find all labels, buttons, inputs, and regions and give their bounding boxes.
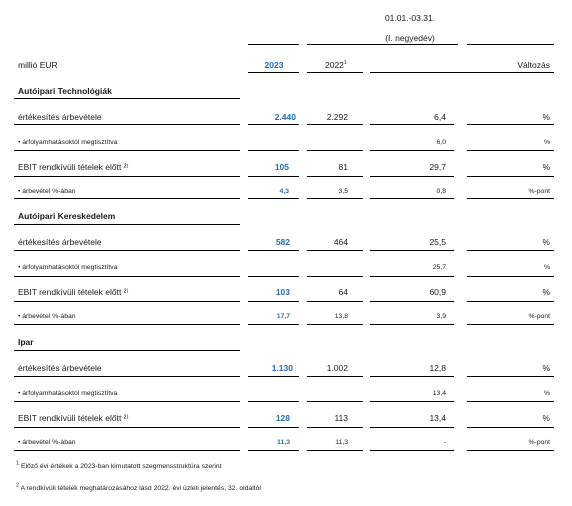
row-rule: [307, 250, 363, 251]
row-rule: [14, 376, 240, 377]
change-value: 25,7: [432, 264, 446, 271]
row-rule: [14, 276, 240, 277]
footnote-1: $^1$ Előző évi értékek a 2023-ban kimutatott szegmensstruktúra szerint: [16, 460, 222, 470]
change-unit: %: [542, 363, 550, 373]
row-rule: [467, 176, 554, 177]
row-rule: [248, 450, 299, 451]
col-change-header: Változás: [517, 60, 550, 70]
change-unit: %: [542, 112, 550, 122]
change-value: 13,4: [432, 390, 446, 397]
row-rule: [14, 250, 240, 251]
value-2023: 128: [275, 413, 290, 423]
row-rule: [467, 198, 554, 199]
row-rule: [248, 150, 299, 151]
change-unit: %-pont: [528, 439, 550, 446]
value-2022: 1.002: [326, 363, 348, 373]
header-rule: [307, 72, 363, 73]
change-value: 3,9: [436, 313, 446, 320]
change-value: 60,9: [429, 287, 446, 297]
row-rule: [307, 427, 363, 428]
row-rule: [307, 150, 363, 151]
row-rule: [248, 250, 299, 251]
change-value: 0,8: [436, 188, 446, 195]
row-rule: [248, 324, 299, 325]
row-label: • árbevétel %-ában: [18, 439, 76, 446]
row-rule: [14, 176, 240, 177]
value-2022: 11,3: [335, 439, 348, 446]
row-rule: [14, 124, 240, 125]
change-value: -: [443, 439, 446, 446]
row-label: • árfolyamhatásoktól megtisztítva: [18, 264, 118, 271]
change-unit: %-pont: [528, 188, 550, 195]
change-unit: %: [543, 139, 550, 146]
section-rule: [14, 224, 240, 225]
row-rule: [467, 250, 554, 251]
header-rule: [370, 72, 554, 73]
row-rule: [14, 198, 240, 199]
header-rule: [307, 44, 458, 45]
section-rule: [14, 98, 240, 99]
value-2022: 113: [334, 413, 348, 423]
value-2022: 13,8: [334, 313, 348, 320]
row-label: értékesítés árbevétele: [18, 112, 102, 122]
row-rule: [467, 324, 554, 325]
change-value: 25,5: [429, 237, 446, 247]
row-rule: [248, 376, 299, 377]
row-rule: [248, 198, 299, 199]
change-unit: %-pont: [528, 313, 550, 320]
row-rule: [307, 198, 363, 199]
row-label: EBIT rendkívüli tételek előtt ²⁾: [18, 162, 129, 172]
row-label: • árbevétel %-ában: [18, 188, 76, 195]
row-rule: [467, 276, 554, 277]
row-rule: [14, 401, 240, 402]
section-title: Autóipari Technológiák: [18, 86, 112, 96]
row-rule: [370, 450, 454, 451]
row-rule: [14, 150, 240, 151]
footnote-2: $^2$ A rendkívüli tételek meghatározásához lásd 2022. évi üzleti jelentés, 32. oldaltól: [16, 482, 261, 492]
row-rule: [248, 401, 299, 402]
row-label: értékesítés árbevétele: [18, 237, 102, 247]
quarter-label: (I. negyedév): [385, 33, 435, 43]
value-2023: 105: [274, 162, 289, 172]
value-2022: 81: [338, 162, 348, 172]
row-rule: [370, 198, 454, 199]
change-value: 12,8: [429, 363, 446, 373]
row-rule: [467, 301, 554, 302]
value-2023: 2.440: [274, 112, 296, 122]
period-label: 01.01.-03.31.: [384, 13, 436, 23]
row-label: EBIT rendkívüli tételek előtt ²⁾: [18, 287, 129, 297]
col-2023-header: 2023: [264, 60, 284, 70]
change-unit: %: [542, 237, 550, 247]
row-rule: [370, 150, 454, 151]
change-unit: %: [542, 413, 550, 423]
row-rule: [248, 276, 299, 277]
row-rule: [307, 276, 363, 277]
change-value: 6,0: [436, 139, 446, 146]
row-rule: [370, 376, 454, 377]
section-title: Autóipari Kereskedelem: [18, 211, 116, 221]
row-rule: [467, 150, 554, 151]
value-2022: 3,5: [338, 188, 348, 195]
row-label: • árfolyamhatásoktól megtisztítva: [18, 390, 118, 397]
row-rule: [307, 324, 363, 325]
value-2023: 1.130: [271, 363, 293, 373]
change-value: 13,4: [429, 413, 446, 423]
row-rule: [248, 301, 299, 302]
row-rule: [307, 176, 363, 177]
col-2022-header: 2022$^1$: [325, 60, 347, 70]
row-rule: [14, 301, 240, 302]
row-rule: [248, 427, 299, 428]
row-rule: [14, 324, 240, 325]
value-2023: 11,3: [277, 439, 290, 446]
value-2023: 103: [275, 287, 290, 297]
value-2022: 64: [338, 287, 348, 297]
row-rule: [370, 276, 454, 277]
row-rule: [370, 124, 454, 125]
row-rule: [467, 427, 554, 428]
header-rule: [248, 72, 299, 73]
row-rule: [370, 427, 454, 428]
row-label: • árbevétel %-ában: [18, 313, 76, 320]
row-rule: [370, 401, 454, 402]
row-rule: [307, 124, 363, 125]
value-2023: 17,7: [276, 313, 290, 320]
value-2023: 582: [275, 237, 290, 247]
row-rule: [370, 176, 454, 177]
row-rule: [467, 450, 554, 451]
value-2022: 2.292: [326, 112, 348, 122]
row-rule: [307, 301, 363, 302]
section-title: Ipar: [18, 337, 34, 347]
row-rule: [307, 376, 363, 377]
row-rule: [14, 427, 240, 428]
row-rule: [307, 401, 363, 402]
row-label: értékesítés árbevétele: [18, 363, 102, 373]
row-rule: [467, 124, 554, 125]
value-2023: 4,3: [279, 188, 289, 195]
row-rule: [370, 301, 454, 302]
value-2022: 464: [333, 237, 348, 247]
row-rule: [14, 450, 240, 451]
change-value: 6,4: [434, 112, 446, 122]
row-rule: [370, 250, 454, 251]
row-rule: [248, 176, 299, 177]
header-rule: [467, 44, 554, 45]
change-unit: %: [543, 264, 550, 271]
header-rule: [248, 44, 299, 45]
row-label: EBIT rendkívüli tételek előtt ²⁾: [18, 413, 129, 423]
section-rule: [14, 350, 240, 351]
row-label: • árfolyamhatásoktól megtisztítva: [18, 139, 118, 146]
change-value: 29,7: [429, 162, 446, 172]
row-rule: [370, 324, 454, 325]
row-rule: [467, 376, 554, 377]
change-unit: %: [543, 390, 550, 397]
row-rule: [307, 450, 363, 451]
change-unit: %: [542, 287, 550, 297]
row-rule: [248, 124, 299, 125]
unit-label: millió EUR: [18, 60, 58, 70]
row-rule: [467, 401, 554, 402]
change-unit: %: [542, 162, 550, 172]
